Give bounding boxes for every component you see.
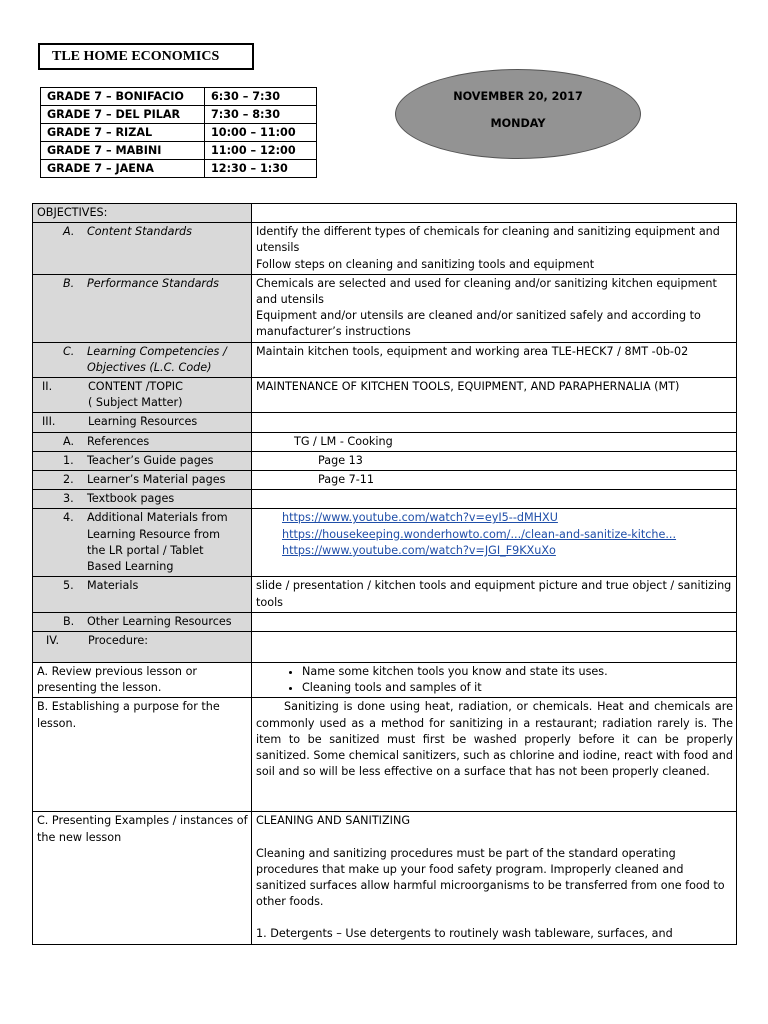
lesson-plan-table [32, 203, 737, 945]
table-row [33, 413, 737, 432]
topic-sublabel: ( Subject Matter) [88, 396, 183, 410]
item-label: Performance Standards [87, 276, 219, 290]
item-letter: A. [63, 434, 75, 448]
purpose-label: B. Establishing a purpose for the lesson. [33, 698, 252, 812]
content-standards-label [33, 223, 252, 275]
schedule-row [41, 106, 317, 124]
additional-materials-value [252, 509, 737, 577]
content-standards-value [252, 223, 737, 275]
empty-cell [252, 490, 737, 509]
materials-label [33, 577, 252, 612]
table-row [33, 204, 737, 223]
schedule-time: 12:30 – 1:30 [205, 160, 317, 178]
item-roman: II. [42, 380, 53, 394]
competencies-value: Maintain kitchen tools, equipment and working area TLE-HECK7 / 8MT -0b-02 [252, 342, 737, 377]
item-label: Procedure: [88, 634, 148, 648]
examples-label: C. Presenting Examples / instances of the new lesson [33, 812, 252, 944]
learners-material-text: Page 7-11 [318, 473, 375, 487]
teachers-guide-label [33, 451, 252, 470]
purpose-text: Sanitizing is done using heat, radiation, or chemicals. Heat and chemicals are commonly used as a method for sanitizing in a restaurant; radiation rarely is. The item to be sanitized must first be washed properly before it can be properly sanitized. Some chemical sanitizers, such as chlorine and iodine, react with food and soil and so will be less effective on a surface that has not been properly cleaned. [256, 700, 733, 779]
procedure-label [33, 632, 252, 663]
item-label: Teacher’s Guide pages [87, 453, 214, 467]
learners-material-label [33, 471, 252, 490]
schedule-section: GRADE 7 – BONIFACIO [41, 88, 205, 106]
topic-label: CONTENT /TOPIC [88, 380, 183, 394]
purpose-value [252, 698, 737, 812]
schedule-time: 11:00 – 12:00 [205, 142, 317, 160]
other-resources-label [33, 612, 252, 631]
item-label: Textbook pages [87, 492, 175, 506]
review-label: A. Review previous lesson or presenting the lesson. [33, 663, 252, 698]
objectives-heading: OBJECTIVES: [33, 204, 252, 223]
item-label: Materials [87, 579, 139, 593]
item-roman: IV. [46, 634, 60, 648]
youtube-link-2[interactable]: https://www.youtube.com/watch?v=JGI_F9KXuXo [282, 543, 556, 557]
teachers-guide-value [252, 451, 737, 470]
item-letter: B. [63, 276, 75, 290]
table-row [33, 509, 737, 577]
item-number: 1. [63, 453, 74, 467]
empty-cell [252, 204, 737, 223]
table-row [33, 490, 737, 509]
schedule-time: 7:30 – 8:30 [205, 106, 317, 124]
date-oval [395, 69, 641, 159]
item-number: 4. [63, 511, 74, 525]
schedule-section: GRADE 7 – RIZAL [41, 124, 205, 142]
table-row [33, 274, 737, 342]
content-topic-label [33, 378, 252, 413]
learning-resources-label [33, 413, 252, 432]
table-row [33, 812, 737, 944]
list-item: • Cleaning tools and samples of it [302, 680, 733, 696]
empty-cell [252, 413, 737, 432]
table-row [33, 451, 737, 470]
examples-value [252, 812, 737, 944]
references-text: TG / LM - Cooking [294, 434, 393, 448]
item-letter: C. [63, 344, 75, 358]
item-label: Learner’s Material pages [87, 473, 226, 487]
performance-standards-value [252, 274, 737, 342]
learners-material-value [252, 471, 737, 490]
textbook-label [33, 490, 252, 509]
materials-value: slide / presentation / kitchen tools and equipment picture and true object / sanitizing tools [252, 577, 737, 612]
text-line: Equipment and/or utensils are cleaned and/or sanitized safely and according to manufacturer’s instructions [256, 309, 701, 339]
schedule-row [41, 160, 317, 178]
schedule-section: GRADE 7 – DEL PILAR [41, 106, 205, 124]
schedule-row [41, 124, 317, 142]
empty-cell [252, 612, 737, 631]
additional-materials-label [33, 509, 252, 577]
table-row [33, 432, 737, 451]
schedule-section: GRADE 7 – JAENA [41, 160, 205, 178]
examples-item: 1. Detergents – Use detergents to routinely wash tableware, surfaces, and [256, 927, 673, 941]
examples-heading: CLEANING AND SANITIZING [256, 814, 410, 828]
item-label: Content Standards [87, 225, 192, 239]
references-label [33, 432, 252, 451]
table-row [33, 378, 737, 413]
item-number: 2. [63, 473, 74, 487]
table-row [33, 577, 737, 612]
item-roman: III. [42, 415, 56, 429]
schedule-section: GRADE 7 – MABINI [41, 142, 205, 160]
item-number: 3. [63, 492, 74, 506]
schedule-row [41, 88, 317, 106]
table-row [33, 342, 737, 377]
schedule-time: 10:00 – 11:00 [205, 124, 317, 142]
list-item: • Name some kitchen tools you know and state its uses. [302, 664, 733, 680]
table-row [33, 471, 737, 490]
item-label: Additional Materials from Learning Resource from the LR portal / Tablet Based Learning [87, 511, 228, 574]
performance-standards-label [33, 274, 252, 342]
review-list [256, 664, 733, 696]
schedule-row [41, 142, 317, 160]
text-line: Chemicals are selected and used for cleaning and/or sanitizing kitchen equipment and utensils [256, 276, 717, 307]
table-row [33, 612, 737, 631]
item-label: Other Learning Resources [87, 614, 232, 628]
teachers-guide-text: Page 13 [318, 453, 363, 467]
item-letter: B. [63, 614, 75, 628]
competencies-label [33, 342, 252, 377]
item-label: Learning Resources [88, 415, 198, 429]
lesson-date: NOVEMBER 20, 2017 [453, 90, 583, 103]
table-row [33, 663, 737, 698]
table-row [33, 632, 737, 663]
item-label [88, 379, 208, 411]
document-title: TLE HOME ECONOMICS [38, 43, 254, 70]
item-label: Learning Competencies / Objectives (L.C. Code) [87, 344, 227, 374]
youtube-link-1[interactable]: https://www.youtube.com/watch?v=eyI5--dMHXU [282, 511, 558, 525]
table-row [33, 698, 737, 812]
content-topic-value: MAINTENANCE OF KITCHEN TOOLS, EQUIPMENT, AND PARAPHERNALIA (MT) [252, 378, 737, 413]
item-letter: A. [63, 225, 75, 239]
text-line: Identify the different types of chemicals for cleaning and sanitizing equipment and utensils [256, 225, 720, 255]
housekeeping-link[interactable]: https://housekeeping.wonderhowto.com/.../clean-and-sanitize-kitche... [282, 527, 677, 541]
lesson-day: MONDAY [490, 117, 546, 130]
table-row [33, 223, 737, 275]
text-line: Follow steps on cleaning and sanitizing tools and equipment [256, 257, 595, 271]
item-number: 5. [63, 579, 74, 593]
empty-cell [252, 632, 737, 663]
item-label: References [87, 434, 150, 448]
schedule-table [40, 87, 317, 178]
examples-paragraph: Cleaning and sanitizing procedures must be part of the standard operating procedures that make up your food safety program. Improperly cleaned and sanitized surfaces allow harmful microorganisms to be transferred from one food to other foods. [256, 846, 725, 909]
schedule-time: 6:30 – 7:30 [205, 88, 317, 106]
references-value [252, 432, 737, 451]
review-value [252, 663, 737, 698]
